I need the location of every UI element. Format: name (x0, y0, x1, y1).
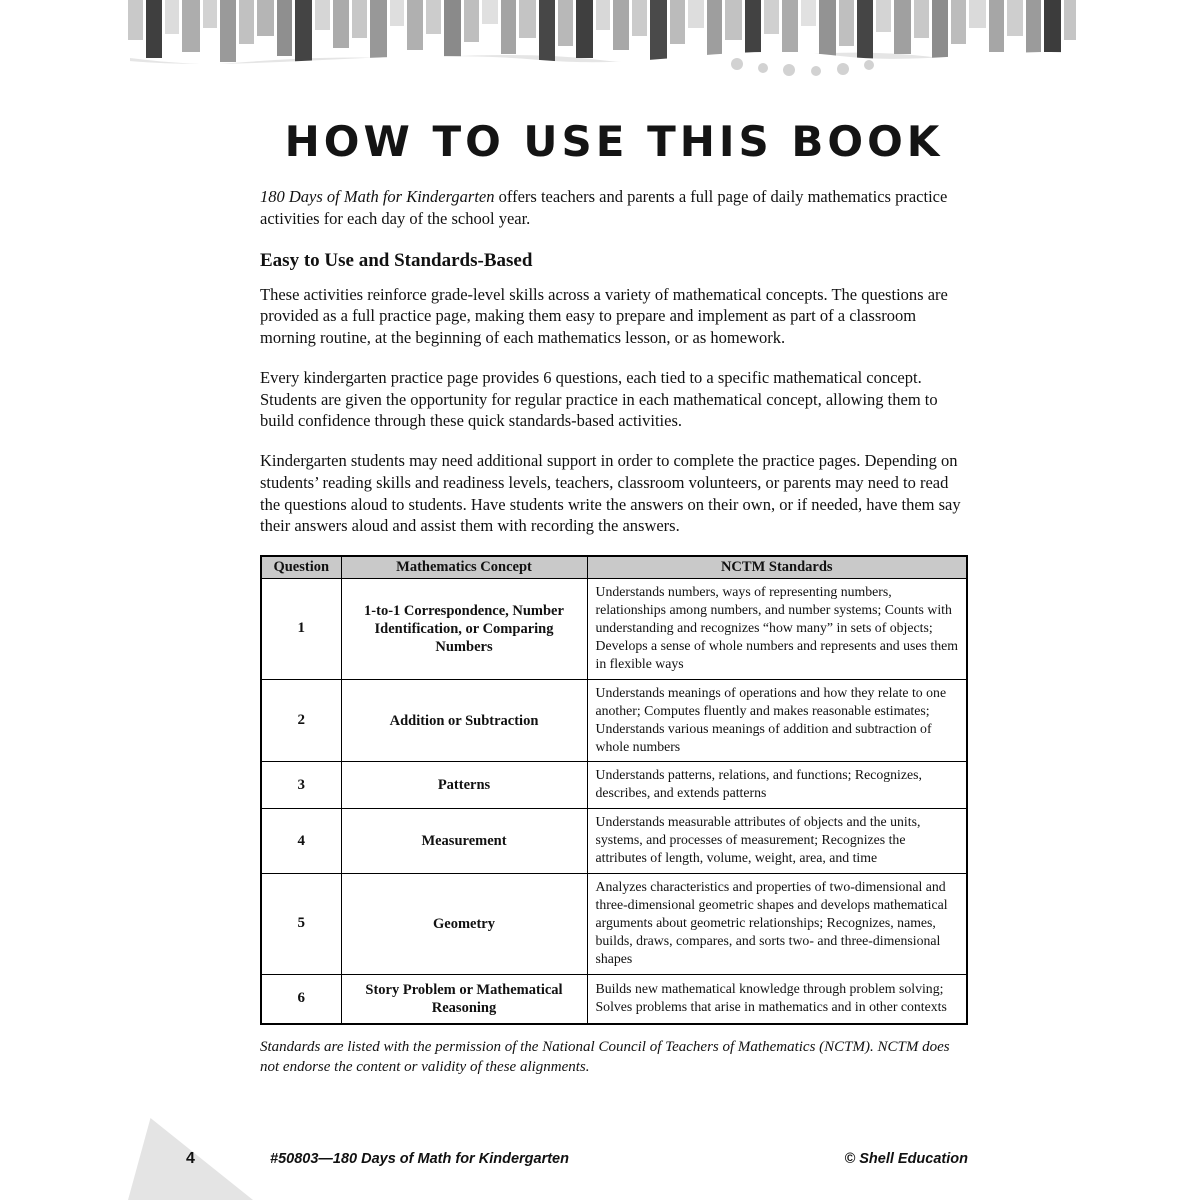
intro-rest: offers teachers and parents a full page of daily mathematics practice activities for each day of the school year. (260, 187, 948, 228)
intro-paragraph (260, 186, 968, 230)
question-number: 6 (261, 974, 341, 1024)
question-number: 5 (261, 874, 341, 975)
standards-text: Understands patterns, relations, and functions; Recognizes, describes, and extends patterns (587, 762, 967, 809)
table-row (261, 874, 967, 975)
paragraph-3: Kindergarten students may need additional support in order to complete the practice pages. Depending on students’ reading skills and readiness levels, teachers, classroom volunteers, or parents may need to read the questions aloud to students. Have students write the answers on their own, or if needed, have them say their answers aloud and assist them with recording the answers. (260, 451, 961, 536)
paragraph-1: These activities reinforce grade-level skills across a variety of mathematical concepts. The questions are provided as a full practice page, making them easy to prepare and implement as part of a classroom morning routine, at the beginning of each mathematics lesson, or as homework. (260, 284, 948, 348)
standards-text: Understands meanings of operations and how they relate to one another; Computes fluently and makes reasonable estimates; Understands various meanings of addition and subtraction of whole numbers (587, 679, 967, 762)
page-title: HOW TO USE THIS BOOK (284, 117, 944, 166)
header-question: Question (261, 556, 341, 579)
paragraph-2: Every kindergarten practice page provides 6 questions, each tied to a specific mathematical concept. Students are given the opportunity for regular practice in each mathematical concept, allowing them to build confidence through these quick standards-based activities. (260, 367, 938, 431)
question-number: 2 (261, 679, 341, 762)
page-number: 4 (186, 1150, 195, 1167)
section-heading: Easy to Use and Standards-Based (260, 249, 533, 271)
standards-text: Builds new mathematical knowledge through problem solving; Solves problems that arise in mathematics and in other contexts (587, 974, 967, 1024)
standards-text: Analyzes characteristics and properties of two-dimensional and three-dimensional geometric shapes and develops mathematical arguments about geometric relationships; Recognizes, names, builds, draws, compares, and sorts two- and three-dimensional shapes (587, 874, 967, 975)
table-row (261, 679, 967, 762)
standards-text: Understands numbers, ways of representing numbers, relationships among numbers, and number systems; Counts with understanding and recognizes “how many” in sets of objects; Develops a sense of whole numbers and represents and uses them in flexible ways (587, 579, 967, 680)
concept-name: Addition or Subtraction (341, 679, 587, 762)
table-row (261, 579, 967, 680)
standards-text: Understands measurable attributes of objects and the units, systems, and processes of measurement; Recognizes the attributes of length, volume, weight, area, and time (587, 809, 967, 874)
question-number: 4 (261, 809, 341, 874)
footer-publisher: © Shell Education (844, 1151, 968, 1167)
page-content (260, 95, 968, 1077)
standards-permission-footnote: Standards are listed with the permission of the National Council of Teachers of Mathematics (NCTM). NCTM does not endorse the content or validity of these alignments. (260, 1038, 950, 1076)
top-fringe-decoration (0, 0, 1200, 95)
table-row (261, 974, 967, 1024)
footer-book-id: #50803—180 Days of Math for Kindergarten (270, 1151, 569, 1167)
concept-name: Story Problem or Mathematical Reasoning (341, 974, 587, 1024)
concept-name: Measurement (341, 809, 587, 874)
concept-name: Geometry (341, 874, 587, 975)
question-number: 1 (261, 579, 341, 680)
concept-name: Patterns (341, 762, 587, 809)
header-standards: NCTM Standards (587, 556, 967, 579)
fringe-bars-graphic (0, 0, 1200, 95)
question-number: 3 (261, 762, 341, 809)
table-row (261, 762, 967, 809)
table-row (261, 809, 967, 874)
book-title-italic: 180 Days of Math for Kindergarten (260, 187, 495, 206)
concept-name: 1-to-1 Correspondence, Number Identification, or Comparing Numbers (341, 579, 587, 680)
header-concept: Mathematics Concept (341, 556, 587, 579)
table-header-row (261, 556, 967, 579)
concepts-standards-table (260, 555, 968, 1025)
